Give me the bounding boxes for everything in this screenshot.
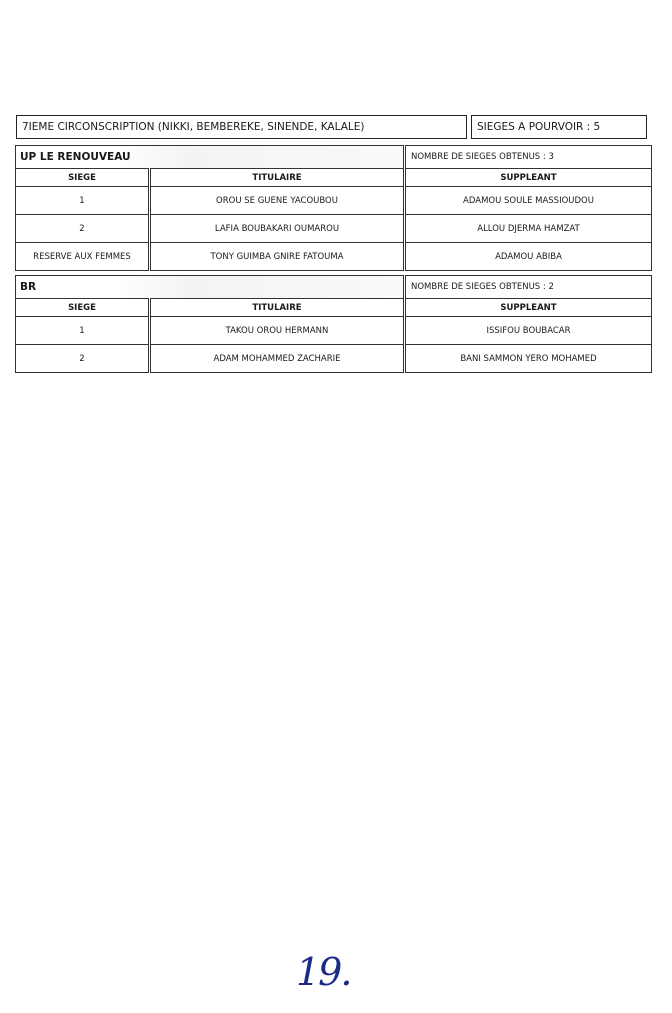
party-name: BR [16, 276, 405, 299]
party-table-br [15, 275, 652, 373]
column-header-siege: SIEGE [16, 169, 150, 187]
column-header-titulaire: TITULAIRE [150, 169, 405, 187]
column-header-siege: SIEGE [16, 299, 150, 317]
party-name: UP LE RENOUVEAU [16, 146, 405, 169]
suppleant-cell: ADAMOU SOULE MASSIOUDOU [405, 187, 652, 215]
titulaire-cell: ADAM MOHAMMED ZACHARIE [150, 345, 405, 373]
column-header-titulaire: TITULAIRE [150, 299, 405, 317]
column-header-suppleant: SUPPLEANT [405, 169, 652, 187]
suppleant-cell: ADAMOU ABIBA [405, 243, 652, 271]
constituency-header [16, 115, 647, 139]
suppleant-cell: ALLOU DJERMA HAMZAT [405, 215, 652, 243]
party-header-row [16, 276, 652, 299]
seats-obtained: NOMBRE DE SIEGES OBTENUS : 2 [405, 276, 652, 299]
seat-cell: 1 [16, 317, 150, 345]
column-header-suppleant: SUPPLEANT [405, 299, 652, 317]
seat-cell: 2 [16, 345, 150, 373]
table-row [16, 317, 652, 345]
constituency-title: 7IEME CIRCONSCRIPTION (NIKKI, BEMBEREKE, SINENDE, KALALE) [16, 115, 467, 139]
party-table-up-le-renouveau [15, 145, 652, 271]
party-header-row [16, 146, 652, 169]
titulaire-cell: TAKOU OROU HERMANN [150, 317, 405, 345]
table-row [16, 187, 652, 215]
titulaire-cell: LAFIA BOUBAKARI OUMAROU [150, 215, 405, 243]
table-row [16, 243, 652, 271]
seat-cell: RESERVE AUX FEMMES [16, 243, 150, 271]
handwritten-page-number: 19. [296, 950, 351, 994]
table-row [16, 345, 652, 373]
titulaire-cell: OROU SE GUENE YACOUBOU [150, 187, 405, 215]
suppleant-cell: BANI SAMMON YERO MOHAMED [405, 345, 652, 373]
column-header-row [16, 299, 652, 317]
suppleant-cell: ISSIFOU BOUBACAR [405, 317, 652, 345]
table-row [16, 215, 652, 243]
seat-cell: 2 [16, 215, 150, 243]
seat-cell: 1 [16, 187, 150, 215]
seats-to-fill: SIEGES A POURVOIR : 5 [471, 115, 647, 139]
titulaire-cell: TONY GUIMBA GNIRE FATOUMA [150, 243, 405, 271]
column-header-row [16, 169, 652, 187]
seats-obtained: NOMBRE DE SIEGES OBTENUS : 3 [405, 146, 652, 169]
